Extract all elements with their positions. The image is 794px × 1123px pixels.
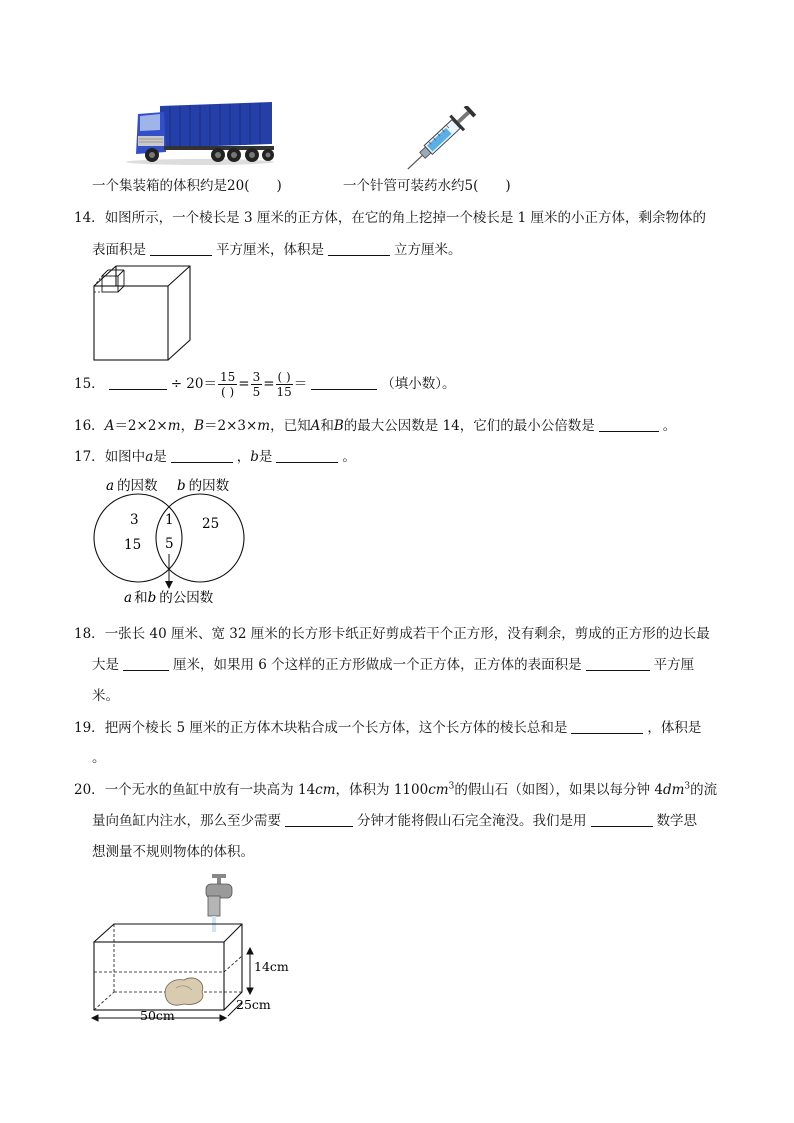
q16-text: 和 bbox=[320, 418, 334, 434]
truck-answer-paren[interactable]: ( ) bbox=[244, 178, 282, 194]
q15-division: ÷ 20＝ bbox=[170, 376, 217, 392]
venn-left-value: 15 bbox=[124, 537, 142, 553]
q20-text: 想测量不规则物体的体积。 bbox=[92, 844, 254, 860]
var-b: b bbox=[250, 449, 259, 465]
frac-denominator: 5 bbox=[252, 385, 261, 399]
q19-text: 把两个棱长 5 厘米的正方体木块粘合成一个长方体，这个长方体的棱长总和是 bbox=[104, 720, 568, 736]
unit: cm bbox=[315, 782, 336, 798]
question-number: 19． bbox=[74, 720, 105, 736]
q16-text: ＝2×3× bbox=[203, 418, 258, 434]
venn-common-value: 5 bbox=[165, 536, 174, 552]
equals: = bbox=[263, 376, 275, 392]
q18-text: 大是 bbox=[92, 657, 119, 673]
q16-text: ，已知 bbox=[270, 418, 311, 434]
syringe-image bbox=[400, 106, 478, 172]
faucet-icon bbox=[206, 874, 232, 932]
q15-blank-1[interactable] bbox=[109, 375, 167, 390]
question-number: 20． bbox=[74, 782, 105, 798]
q15-fraction-1 bbox=[218, 370, 237, 399]
equals: ＝ bbox=[293, 376, 308, 392]
syringe-caption-text: 一个针管可装药水约5 bbox=[343, 178, 474, 194]
question-18-line-2 bbox=[92, 653, 694, 673]
unit: cm bbox=[428, 782, 449, 798]
q20-text: 量向鱼缸内注水，那么至少需要 bbox=[92, 813, 281, 829]
q14-text-b: 平方厘米，体积是 bbox=[216, 242, 324, 258]
superscript: 3 bbox=[448, 781, 455, 792]
fish-tank-figure bbox=[88, 868, 298, 1028]
q16-text: 。 bbox=[662, 418, 677, 434]
q16-text: ， bbox=[180, 418, 195, 434]
question-20-line-2 bbox=[92, 809, 697, 829]
question-number: 18． bbox=[74, 626, 105, 642]
question-20-line-1 bbox=[74, 778, 717, 798]
q16-text: 的最大公因数是 14，它们的最小公倍数是 bbox=[343, 418, 595, 434]
q18-text: 厘米，如果用 6 个这样的正方形做成一个正方体，正方体的表面积是 bbox=[173, 657, 582, 673]
var-m: m bbox=[257, 418, 271, 434]
question-15 bbox=[74, 370, 455, 399]
q14-surface-area-blank[interactable] bbox=[150, 241, 212, 256]
var-b: B bbox=[194, 418, 204, 434]
frac-denominator-blank[interactable]: ( ) bbox=[221, 385, 235, 399]
venn-right-value: 25 bbox=[202, 516, 220, 532]
frac-numerator-blank[interactable]: ( ) bbox=[277, 370, 291, 384]
truck-caption bbox=[92, 174, 282, 194]
q19-text: ，体积是 bbox=[647, 720, 702, 736]
question-19-line-2 bbox=[92, 746, 106, 766]
venn-left-value: 3 bbox=[130, 512, 139, 528]
var-a: A bbox=[310, 418, 321, 434]
q17-text: 如图中 bbox=[104, 449, 146, 465]
question-20-line-3 bbox=[92, 840, 254, 860]
venn-common-value: 1 bbox=[165, 512, 174, 528]
q20-text: ，体积为 1100 bbox=[335, 782, 429, 798]
truck-image bbox=[120, 100, 280, 166]
q15-tail: （填小数）。 bbox=[381, 376, 456, 392]
q14-text-c: 立方厘米。 bbox=[394, 242, 462, 258]
q16-text: ＝2×2× bbox=[114, 418, 168, 434]
q19-text: 。 bbox=[92, 750, 106, 766]
q20-text: 一个无水的鱼缸中放有一块高为 14 bbox=[104, 782, 316, 798]
question-14-line-2 bbox=[92, 238, 462, 258]
q18-text: 一张长 40 厘米、宽 32 厘米的长方形卡纸正好剪成若干个正方形，没有剩余，剪成的正方形的边长最 bbox=[104, 626, 710, 642]
question-number: 16． bbox=[74, 418, 105, 434]
q14-volume-blank[interactable] bbox=[328, 241, 390, 256]
q17-text: 。 bbox=[342, 449, 356, 465]
venn-label-b: b 的因数 bbox=[177, 478, 230, 494]
frac-numerator: 3 bbox=[252, 370, 261, 384]
question-14-text: 如图所示，一个棱长是 3 厘米的正方体，在它的角上挖掉一个棱长是 1 厘米的小正方体，剩余物体的 bbox=[104, 210, 707, 226]
q18-text: 平方厘 bbox=[653, 657, 695, 673]
q20-text: 的流 bbox=[690, 782, 718, 798]
q17-text: 是 bbox=[258, 449, 273, 465]
q18-area-blank[interactable] bbox=[586, 656, 650, 671]
venn-label-a: a 的因数 bbox=[106, 478, 158, 494]
q17-b-blank[interactable] bbox=[276, 448, 338, 463]
syringe-caption bbox=[343, 174, 511, 194]
syringe-answer-paren[interactable]: ( ) bbox=[473, 178, 511, 194]
q17-a-blank[interactable] bbox=[171, 448, 233, 463]
q15-fraction-2 bbox=[251, 370, 263, 399]
q20-method-blank[interactable] bbox=[591, 812, 653, 827]
question-number: 17． bbox=[74, 449, 105, 465]
q17-text: 是 bbox=[153, 449, 167, 465]
truck-caption-text: 一个集装箱的体积约是20 bbox=[92, 178, 245, 194]
height-dimension: 14cm bbox=[254, 959, 289, 974]
q20-text: 数学思 bbox=[656, 813, 697, 829]
q20-text: 的假山石（如图），如果以每分钟 4 bbox=[454, 782, 663, 798]
question-19-line-1 bbox=[74, 716, 701, 736]
q19-edge-blank[interactable] bbox=[571, 719, 643, 734]
venn-diagram bbox=[88, 474, 258, 610]
question-18-line-3 bbox=[92, 684, 119, 704]
var-m: m bbox=[167, 418, 181, 434]
question-17 bbox=[74, 445, 356, 465]
cube-figure bbox=[90, 262, 200, 366]
q20-text: 分钟才能将假山石完全淹没。我们是用 bbox=[357, 813, 587, 829]
length-dimension: 50cm bbox=[140, 1008, 175, 1023]
question-18-line-1 bbox=[74, 622, 710, 642]
rock-icon bbox=[165, 978, 203, 1005]
venn-arrow-head bbox=[165, 581, 173, 589]
question-number: 14． bbox=[74, 210, 105, 226]
venn-bottom-label: a 和b 的公因数 bbox=[124, 590, 214, 606]
question-14-line-1 bbox=[74, 206, 706, 226]
var-a: a bbox=[145, 449, 154, 465]
q17-text: ， bbox=[236, 449, 251, 465]
question-number: 15． bbox=[74, 376, 105, 392]
question-16 bbox=[74, 414, 676, 434]
var-a: A bbox=[104, 418, 115, 434]
width-dimension: 25cm bbox=[236, 997, 271, 1012]
unit: dm bbox=[662, 782, 685, 798]
superscript: 3 bbox=[684, 781, 691, 792]
q16-lcm-blank[interactable] bbox=[599, 417, 659, 432]
frac-numerator: 15 bbox=[219, 370, 236, 384]
q15-decimal-blank[interactable] bbox=[311, 375, 377, 390]
q15-fraction-3 bbox=[276, 370, 293, 399]
var-b: B bbox=[333, 418, 344, 434]
q14-text-a: 表面积是 bbox=[92, 242, 146, 258]
q18-text: 米。 bbox=[92, 688, 119, 704]
equals: = bbox=[238, 376, 250, 392]
frac-denominator: 15 bbox=[276, 385, 292, 399]
q20-minutes-blank[interactable] bbox=[285, 812, 353, 827]
q18-side-blank[interactable] bbox=[123, 656, 169, 671]
